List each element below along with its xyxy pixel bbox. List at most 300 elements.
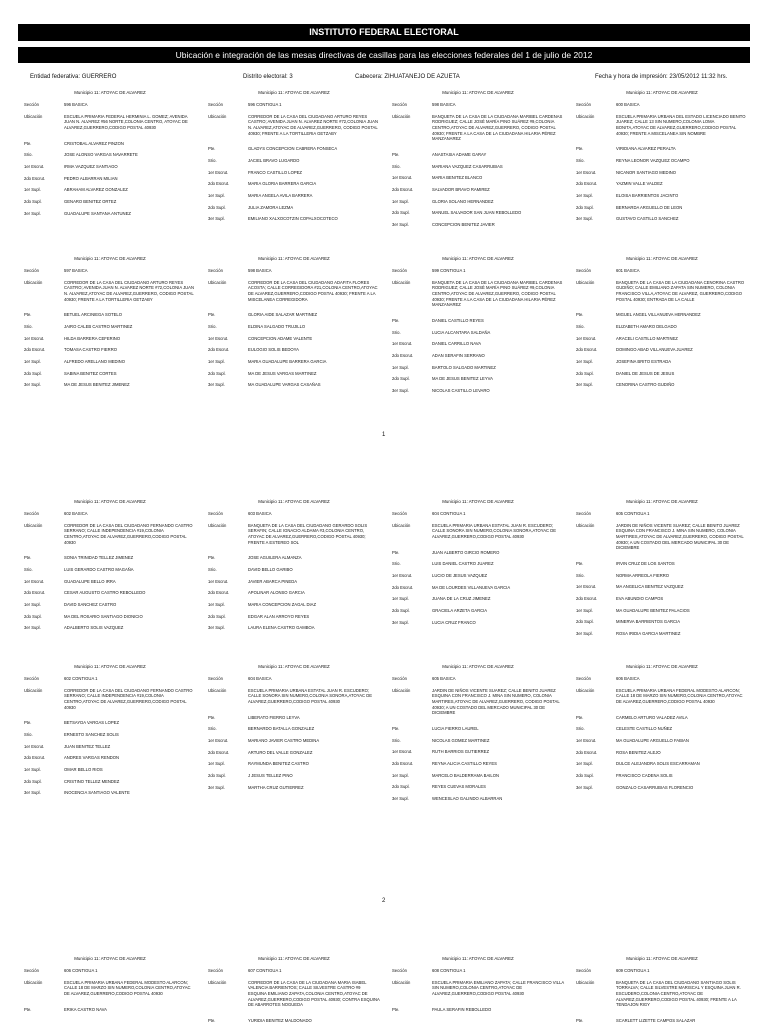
srio-label: Srio. [24, 323, 33, 329]
seccion-row [576, 676, 748, 682]
seccion-row [576, 511, 748, 517]
sup3-value: GUADALUPE SANTANA ANTUNEZ [64, 210, 131, 216]
ubicacion-value: CORREDOR DE LA CASA DE LA CIUDADANA MARIA ISABEL VALENCIA BARRIENTOS; CALLE SILVESTRE CASTRO #9 ESQUINA EMILIANO ZAPATA,COLONIA CENTRO,ATOYAC DE ALVAREZ,GUERRERO,CODIGO POSTAL 40930; CONTRA ESQUINA DE ABARROTES NOGUEDA [248, 979, 380, 1008]
municipio-label: Municipio 11: ATOYAC DE ALVAREZ [74, 256, 146, 261]
ubicacion-value: ESCUELA PRIMARIA URBANA FEDERAL MODESTO ALARCON; CALLE 18 DE MARZO SIN NUMERO,COLONIA CENTRO,ATOYAC DE ALVAREZ,GUERRERO,CODIGO POSTAL 40930 [64, 979, 191, 996]
ubicacion-row [392, 523, 564, 540]
esc2-value: ARTURO DEL VALLE GONZALEZ [248, 749, 313, 755]
pte-label: Pte. [392, 317, 400, 323]
seccion-row [392, 968, 564, 974]
sup1-value: BARTOLO SALGADO MARTINEZ [432, 364, 496, 370]
casilla-block [392, 956, 564, 1018]
ubicacion-value: BANQUETA DE LA CASA DEL CIUDADANO SANTIAGO SOLIS TORRALVA; CALLE SILVESTRE MARISCAL Y ESQUINA JUAN R. ESCUDERO,COLONIA CENTRO,ATOYAC DE ALVAREZ,GUERRERO,CODIGO POSTAL 40930; FRENTE A LA TENDAJON RIGY [616, 979, 741, 1008]
pte-label: Pte. [208, 555, 216, 561]
srio-value: JOSE ALONSO VARGAS NAVARRETE [64, 152, 138, 158]
esc2-label: 2do Escrut. [392, 352, 414, 358]
pte-label: Pte. [208, 146, 216, 152]
ubicacion-label: Ubicación [392, 979, 411, 985]
pte-row [576, 561, 748, 567]
ubicacion-label: Ubicación [208, 279, 227, 285]
seccion-value: 598 BASICA [248, 267, 272, 273]
sup2-row [208, 371, 380, 377]
sup2-row [208, 773, 380, 779]
srio-value: NORMA ARREOLA FIERRO [616, 572, 670, 578]
sup1-label: 1er Supl. [24, 187, 41, 193]
page-number: 1 [382, 432, 386, 438]
esc1-value: MARIANO JAVIER CASTRO MEDINA [248, 737, 320, 743]
ubicacion-row [576, 114, 748, 137]
srio-label: Srio. [208, 323, 217, 329]
pte-label: Pte. [576, 714, 584, 720]
sup1-row [576, 761, 748, 767]
srio-value: REYNA LEONOR VAZQUEZ OCAMPO [616, 157, 690, 163]
distrito-label: Distrito electoral: 3 [243, 74, 293, 80]
sup3-row [576, 216, 748, 222]
srio-label: Srio. [24, 566, 33, 572]
esc2-row [24, 590, 196, 596]
ubicacion-row [392, 980, 564, 997]
sup1-label: 1er Supl. [24, 358, 41, 364]
pte-label: Pte. [24, 140, 32, 146]
esc1-value: LUCIO DE JESUS VAZQUEZ [432, 572, 488, 578]
pte-row [392, 318, 564, 324]
sup2-label: 2do Supl. [392, 210, 410, 216]
esc2-value: EVA ABUNDIO CAMPOS [616, 595, 664, 601]
srio-value: JACIEL BRAVO LUGARDO [248, 157, 300, 163]
esc1-value: JUAN BENITEZ TELLEZ [64, 743, 111, 749]
municipio-label: Municipio 11: ATOYAC DE ALVAREZ [626, 256, 698, 261]
sup2-label: 2do Supl. [24, 778, 42, 784]
srio-row [392, 738, 564, 744]
sup2-value: MANUEL SALVADOR SAN JUAN REBOLLEDO [432, 210, 522, 216]
casilla-block [208, 956, 380, 1030]
esc1-row [576, 584, 748, 590]
sup1-value: ELOISA BARRIENTOS JACINTO [616, 192, 679, 198]
esc1-row [24, 579, 196, 585]
casilla-block [392, 664, 564, 808]
seccion-row [576, 968, 748, 974]
esc2-row [24, 176, 196, 182]
sup3-value: CONCEPCION BENITEZ JAVIER [432, 222, 495, 227]
sup3-label: 3er Supl. [392, 222, 409, 227]
srio-value: BERNARDO BATALLA GONZALEZ [248, 726, 315, 732]
sup1-label: 1er Supl. [576, 607, 593, 613]
esc1-row [392, 573, 564, 579]
ubicacion-row [576, 688, 748, 705]
esc1-value: MARIA BENITEZ BLANCO [432, 175, 483, 181]
esc2-label: 2do Escrut. [24, 590, 46, 596]
seccion-label: Sección [392, 101, 407, 107]
sup2-row [392, 608, 564, 614]
esc1-row [392, 341, 564, 347]
municipio-label: Municipio 11: ATOYAC DE ALVAREZ [626, 664, 698, 669]
esc2-row [576, 347, 748, 353]
seccion-value: 598 BASICA [432, 101, 456, 107]
ubicacion-row [392, 114, 564, 142]
sup3-label: 3er Supl. [208, 625, 225, 631]
sup2-value: MINERVA BARRIENTOS GARCIA [616, 619, 680, 625]
ubicacion-value: CORREDOR DE LA CASA DEL CIUDADANO FERNANDO CASTRO SERRANO; CALLE INDEPENDENCIA #19,COLONIA CENTRO,ATOYAC DE ALVAREZ,GUERRERO,CODIGO POSTAL 40930 [64, 522, 193, 545]
seccion-label: Sección [576, 510, 591, 516]
pte-label: Pte. [24, 720, 32, 726]
municipio-label: Municipio 11: ATOYAC DE ALVAREZ [442, 664, 514, 669]
esc1-row [24, 164, 196, 170]
sup3-value: MA GUADALUPE VARGAS CASAÑAS [248, 382, 321, 388]
ubicacion-label: Ubicación [208, 979, 227, 985]
esc2-label: 2do Escrut. [392, 760, 414, 766]
sup2-label: 2do Supl. [208, 204, 226, 210]
srio-value: MARIANA VAZQUEZ CASARRUBIAS [432, 163, 503, 169]
srio-row [392, 164, 564, 170]
pte-row [208, 146, 380, 152]
sup3-label: 3er Supl. [24, 625, 41, 631]
sup1-row [208, 602, 380, 608]
sup1-value: DULCE ALEJANDRA SOLIS ESCARRAMAN [616, 761, 700, 767]
sup3-label: 3er Supl. [576, 216, 593, 222]
casilla-block [208, 256, 380, 394]
pte-row [24, 1007, 196, 1013]
esc2-row [392, 187, 564, 193]
pte-value: CARMELO ARTURO VALADEZ AVILA [616, 714, 688, 720]
ubicacion-row [24, 523, 196, 546]
esc2-row [576, 181, 748, 187]
esc1-row [576, 170, 748, 176]
srio-row [392, 561, 564, 567]
sup1-row [576, 193, 748, 199]
ubicacion-value: BANQUETA DE LA CASA DE LA CIUDADANA CENORINA CASTRO GUDIÑO; CALLE EMILIANO ZAPATA SIN NUMERO, COLONIA FRANCISCO VILLA,ATOYAC DE ALVAREZ, GUERRERO,CODIGO POSTAL 40930; ENTRADA DE LA CALLE [616, 279, 745, 302]
sup3-row [208, 216, 380, 222]
pte-label: Pte. [392, 549, 400, 555]
pte-label: Pte. [576, 560, 584, 566]
esc1-row [576, 336, 748, 342]
sup1-label: 1er Supl. [24, 766, 41, 772]
casilla-block [392, 499, 564, 631]
srio-row [24, 152, 196, 158]
pte-row [392, 726, 564, 732]
municipio-label: Municipio 11: ATOYAC DE ALVAREZ [258, 664, 330, 669]
seccion-value: 606 BASICA [616, 675, 640, 681]
sup1-label: 1er Supl. [392, 198, 409, 204]
esc2-value: ADAN SERAFIN SERRANO [432, 352, 485, 358]
sup2-label: 2do Supl. [576, 619, 594, 625]
ubicacion-row [208, 523, 380, 546]
casilla-block [24, 256, 196, 394]
seccion-value: 604 CONTIGUA 1 [432, 510, 466, 516]
casilla-block [392, 90, 564, 234]
pte-value: YURIDIA BENITEZ MALDONADO [248, 1017, 312, 1023]
sup1-value: MARIA GUADALUPE BARRERA GARCIA [248, 358, 327, 364]
ubicacion-value: ESCUELA PRIMARIA URBANA ESTATAL JUAN R. ESCUDERO; CALLE SONORA SIN NUMERO,COLONIA SONORA,ATOYAC DE ALVAREZ,GUERRERO,CODIGO POSTAL 40930 [248, 687, 373, 704]
sup1-row [24, 187, 196, 193]
srio-row [208, 158, 380, 164]
esc1-value: RUTH BARRIOS GUTIERREZ [432, 749, 489, 755]
esc2-value: ROSA BENITEZ ALEJO [616, 749, 661, 755]
ubicacion-value: JARDIN DE NIÑOS VICENTE SUAREZ; CALLE BENITO JUAREZ ESQUINA CON FRANCISCO J. MINA SIN NUMERO, COLONIA MARTIRES,ATOYAC DE ALVAREZ,GUERRERO, CODIGO POSTAL 40930; A UN COSTADO DEL MERCADO MUNICIPAL 30 DE DICIEMBRE [616, 522, 744, 551]
municipio-label: Municipio 11: ATOYAC DE ALVAREZ [626, 499, 698, 504]
sup3-label: 3er Supl. [576, 382, 593, 388]
esc1-row [208, 170, 380, 176]
sup1-value: ALFREDO ARELLANO MEDINO [64, 358, 125, 364]
sup2-value: CRISTINO TELLEZ MENDEZ [64, 778, 120, 784]
esc2-value: CESAR AUGUSTO CASTRO REBOLLEDO [64, 590, 146, 596]
ubicacion-label: Ubicación [208, 687, 227, 693]
sup2-row [392, 784, 564, 790]
sup3-value: INOCENCIA SANTIAGO VALENTE [64, 790, 130, 796]
sup1-value: JUANA DE LA CRUZ JIMENEZ [432, 596, 491, 602]
sup1-label: 1er Supl. [24, 601, 41, 607]
sup3-value: ADALBERTO SOLIS VAZQUEZ [64, 625, 124, 631]
ubicacion-label: Ubicación [576, 522, 595, 528]
pte-row [392, 1007, 564, 1013]
pte-row [208, 555, 380, 561]
ubicacion-row [576, 523, 748, 551]
esc1-row [392, 749, 564, 755]
sup1-value: MARIA CONCEPCION ZAGAL DIAZ [248, 601, 317, 607]
pte-row [576, 312, 748, 318]
srio-row [576, 573, 748, 579]
seccion-value: 601 BASICA [616, 267, 640, 273]
esc1-label: 1er Escrut. [24, 743, 45, 749]
esc1-row [24, 336, 196, 342]
esc1-value: JAVIER ABARCA PINEDA [248, 578, 298, 584]
pte-row [208, 1018, 380, 1024]
seccion-label: Sección [208, 967, 223, 973]
esc2-row [392, 585, 564, 591]
ubicacion-value: BANQUETA DE LA CASA DE LA CIUDADANA MARIBEL CARDENAS RODRIGUEZ; CALLE JOSÉ MARÍA PINO SUÁREZ #9,COLONIA CENTRO,ATOYAC DE ALVAREZ,GUERRERO, CODIGO POSTAL 40930; FRENTE A LA CASA DE LA CIUDADANA HILARIA PÉREZ MANZANAREZ [432, 279, 563, 308]
esc2-row [208, 181, 380, 187]
pte-label: Pte. [576, 146, 584, 152]
ubicacion-label: Ubicación [24, 113, 43, 119]
sup1-row [208, 359, 380, 365]
sup3-label: 3er Supl. [576, 631, 593, 636]
srio-label: Srio. [576, 323, 585, 329]
pte-value: JUAN ALBERTO GIRCIO ROMERO [432, 549, 500, 555]
srio-row [576, 158, 748, 164]
pte-value: SONIA TRINIDAD TELLEZ JIMENEZ [64, 555, 134, 561]
srio-value: CELESTE CASTILLO NUÑEZ [616, 726, 673, 732]
sup3-row [24, 211, 196, 217]
pte-value: GLORIA AIDE SALAZAR MARTINEZ [248, 312, 318, 318]
esc2-value: REYNA ALICIA CASTILLO REYES [432, 760, 497, 766]
pte-value: SCARLETT LIZETTE CAMPOS SALAZAR [616, 1017, 696, 1023]
casilla-block [208, 664, 380, 796]
ubicacion-label: Ubicación [24, 687, 43, 693]
sup3-row [208, 785, 380, 791]
srio-label: Srio. [208, 726, 217, 732]
sup3-row [24, 382, 196, 388]
ubicacion-value: JARDIN DE NIÑOS VICENTE SUAREZ; CALLE BENITO JUAREZ ESQUINA CON FRANCISCO J. MINA SIN NUMERO, COLONIA MARTIRES,ATOYAC DE ALVAREZ,GUERRERO, CODIGO POSTAL 40930; A UN COSTADO DEL MERCADO MUNICIPAL 30 DE DICIEMBRE [432, 687, 560, 716]
sup3-value: NICOLAS CASTILLO LEVARO [432, 388, 490, 393]
ubicacion-label: Ubicación [392, 113, 411, 119]
sup3-value: GONZALO CASARRUBIAS FLORENCIO [616, 784, 694, 790]
sup3-label: 3er Supl. [392, 388, 409, 393]
ubicacion-label: Ubicación [392, 687, 411, 693]
pte-row [392, 550, 564, 556]
casilla-block [576, 956, 748, 1030]
esc2-row [576, 596, 748, 602]
seccion-row [24, 511, 196, 517]
esc1-value: MA GUADALUPE ARGUELLO FABIAN [616, 737, 689, 743]
esc1-value: ARACELI CASTILLO MARTINEZ [616, 335, 678, 341]
sup3-label: 3er Supl. [208, 784, 225, 790]
esc2-label: 2do Escrut. [208, 181, 230, 187]
seccion-row [392, 102, 564, 108]
pte-value: BETSAYDA VARGAS LOPEZ [64, 720, 119, 726]
ubicacion-value: CORREDOR DE LA CASA DEL CIUDADANO ADAFITA FLORES ACOSTA; CALLE CORREGIDORA #21,COLONIA CENTRO,ATOYAC DE ALVAREZ,GUERRERO,CODIGO POSTAL 40930; FRENTE A LA MISCELANEA CORREGIDORA [248, 279, 378, 302]
sup2-value: SABINA BENITEZ CORTES [64, 370, 117, 376]
esc1-label: 1er Escrut. [392, 175, 413, 181]
ubicacion-label: Ubicación [208, 113, 227, 119]
esc2-row [24, 347, 196, 353]
esc1-label: 1er Escrut. [576, 584, 597, 590]
seccion-row [208, 102, 380, 108]
esc2-value: ANDRES VARGAS RENDON [64, 755, 120, 761]
esc1-label: 1er Escrut. [576, 737, 597, 743]
esc1-value: HILDA BARRERA CEFERINO [64, 335, 121, 341]
esc2-value: MA DE LOURDES VILLANUEVA GARCIA [432, 584, 511, 590]
esc2-value: PEDRO ALBARRAN MILIAN [64, 175, 118, 181]
sup2-value: MA DE JESUS VARGAS MARTINEZ [248, 370, 317, 376]
pte-row [576, 1018, 748, 1024]
casilla-block [24, 664, 196, 802]
ubicacion-label: Ubicación [24, 279, 43, 285]
seccion-row [208, 268, 380, 274]
casilla-block [392, 256, 564, 400]
sup3-row [392, 222, 564, 228]
municipio-label: Municipio 11: ATOYAC DE ALVAREZ [626, 90, 698, 95]
srio-value: LUCIA ALCANTARA SALDAÑA [432, 329, 491, 335]
sup2-row [24, 614, 196, 620]
seccion-value: 602 BASICA [64, 510, 88, 516]
sup1-label: 1er Supl. [392, 772, 409, 778]
pte-label: Pte. [24, 1006, 32, 1012]
sup1-label: 1er Supl. [576, 358, 593, 364]
srio-value: ELDINA SALGADO TRUJILLO [248, 323, 306, 329]
srio-label: Srio. [208, 566, 217, 572]
esc2-label: 2do Escrut. [576, 347, 598, 353]
pte-value: ANASTASIA ADAME GARAY [432, 151, 487, 157]
esc1-value: NICANOR SANTIAGO MEDINO [616, 169, 677, 175]
sup2-row [576, 773, 748, 779]
sup3-label: 3er Supl. [208, 216, 225, 222]
sup1-value: MARCELO BALDERRAMA BAILON [432, 772, 500, 778]
seccion-row [576, 102, 748, 108]
ubicacion-row [576, 980, 748, 1008]
pte-value: LIBERATO FIERRO LEYVA [248, 714, 300, 720]
sup3-row [576, 785, 748, 791]
sup3-row [24, 625, 196, 631]
sup1-row [576, 608, 748, 614]
srio-value: JAIRO CALEB CASTRO MARTINEZ [64, 323, 133, 329]
esc1-label: 1er Escrut. [208, 578, 229, 584]
esc2-value: TOMASA CASTRO FIERRO [64, 347, 117, 353]
srio-value: ERNESTO SANCHEZ SOLIS [64, 731, 119, 737]
ubicacion-label: Ubicación [576, 279, 595, 285]
sup2-value: BERNARDA ARGUELLO DE LEON [616, 204, 683, 210]
seccion-label: Sección [24, 510, 39, 516]
sup2-label: 2do Supl. [24, 370, 42, 376]
sup3-row [24, 790, 196, 796]
esc2-label: 2do Escrut. [392, 186, 414, 192]
srio-label: Srio. [576, 157, 585, 163]
sup2-row [576, 205, 748, 211]
srio-label: Srio. [392, 737, 401, 743]
sup2-value: JULIA ZAMORA LEZMA [248, 204, 294, 210]
esc2-label: 2do Escrut. [208, 749, 230, 755]
casilla-block [208, 499, 380, 637]
seccion-value: 602 CONTIGUA 1 [64, 675, 98, 681]
pte-row [24, 720, 196, 726]
esc2-label: 2do Escrut. [576, 749, 598, 755]
pte-label: Pte. [576, 1017, 584, 1023]
srio-value: NICOLAS GOMEZ MARTINEZ [432, 737, 490, 743]
esc1-label: 1er Escrut. [24, 163, 45, 169]
ubicacion-label: Ubicación [24, 522, 43, 528]
srio-label: Srio. [392, 163, 401, 169]
seccion-value: 596 BASICA [64, 101, 88, 107]
pte-value: BETUEL ARCINIEGA SOTELO [64, 312, 123, 318]
municipio-label: Municipio 11: ATOYAC DE ALVAREZ [442, 90, 514, 95]
ubicacion-value: ESCUELA PRIMARIA EMILIANO ZAPATA; CALLE FRANCISCO VILLA SIN NUMERO,COLONIA CENTRO,ATOYAC DE ALVAREZ,GUERRERO,CODIGO POSTAL 40930 [432, 979, 564, 996]
ubicacion-row [24, 114, 196, 131]
casilla-block [576, 499, 748, 643]
seccion-label: Sección [24, 675, 39, 681]
sup1-row [392, 596, 564, 602]
sup3-row [576, 382, 748, 388]
pte-value: LUCIA FIERRO LAUREL [432, 725, 479, 731]
sup1-row [208, 761, 380, 767]
srio-row [576, 726, 748, 732]
seccion-label: Sección [24, 101, 39, 107]
entidad-label: Entidad federativa: GUERRERO [30, 74, 117, 80]
pte-value: JOSE AGUILERA ALMANZA [248, 555, 302, 561]
esc2-label: 2do Escrut. [392, 584, 414, 590]
sup1-label: 1er Supl. [576, 192, 593, 198]
sup3-label: 3er Supl. [24, 210, 41, 216]
sup3-row [208, 382, 380, 388]
sup3-row [392, 620, 564, 626]
seccion-row [24, 676, 196, 682]
esc1-value: MA ANGELICA BENITEZ VAZQUEZ [616, 584, 684, 590]
header-subtitle: Ubicación e integración de las mesas directivas de casillas para las elecciones federales del 1 de julio de 2012 [18, 47, 750, 63]
casilla-block [576, 90, 748, 228]
sup3-row [576, 631, 748, 637]
sup1-label: 1er Supl. [208, 358, 225, 364]
seccion-label: Sección [24, 267, 39, 273]
esc2-label: 2do Escrut. [24, 347, 46, 353]
ubicacion-row [24, 688, 196, 711]
pte-value: PAULA SERAFIN REBOLLEDO [432, 1006, 492, 1012]
municipio-label: Municipio 11: ATOYAC DE ALVAREZ [74, 90, 146, 95]
seccion-row [576, 268, 748, 274]
sup1-value: JOSEFINA BRITO ESTRADA [616, 358, 672, 364]
esc2-row [208, 590, 380, 596]
ubicacion-row [392, 688, 564, 716]
sup2-value: MA DEL ROSARIO SANTIAGO DIONICIO [64, 613, 143, 619]
sup1-row [392, 773, 564, 779]
ubicacion-row [392, 280, 564, 308]
ubicacion-label: Ubicación [576, 979, 595, 985]
sup2-label: 2do Supl. [392, 607, 410, 613]
municipio-label: Municipio 11: ATOYAC DE ALVAREZ [442, 499, 514, 504]
municipio-label: Municipio 11: ATOYAC DE ALVAREZ [258, 956, 330, 961]
esc1-value: FRANCO CASTILLO LOPEZ [248, 169, 302, 175]
srio-label: Srio. [576, 572, 585, 578]
pte-row [576, 146, 748, 152]
seccion-value: 605 BASICA [432, 675, 456, 681]
seccion-value: 607 CONTIGUA 1 [248, 967, 282, 973]
sup1-label: 1er Supl. [392, 364, 409, 370]
